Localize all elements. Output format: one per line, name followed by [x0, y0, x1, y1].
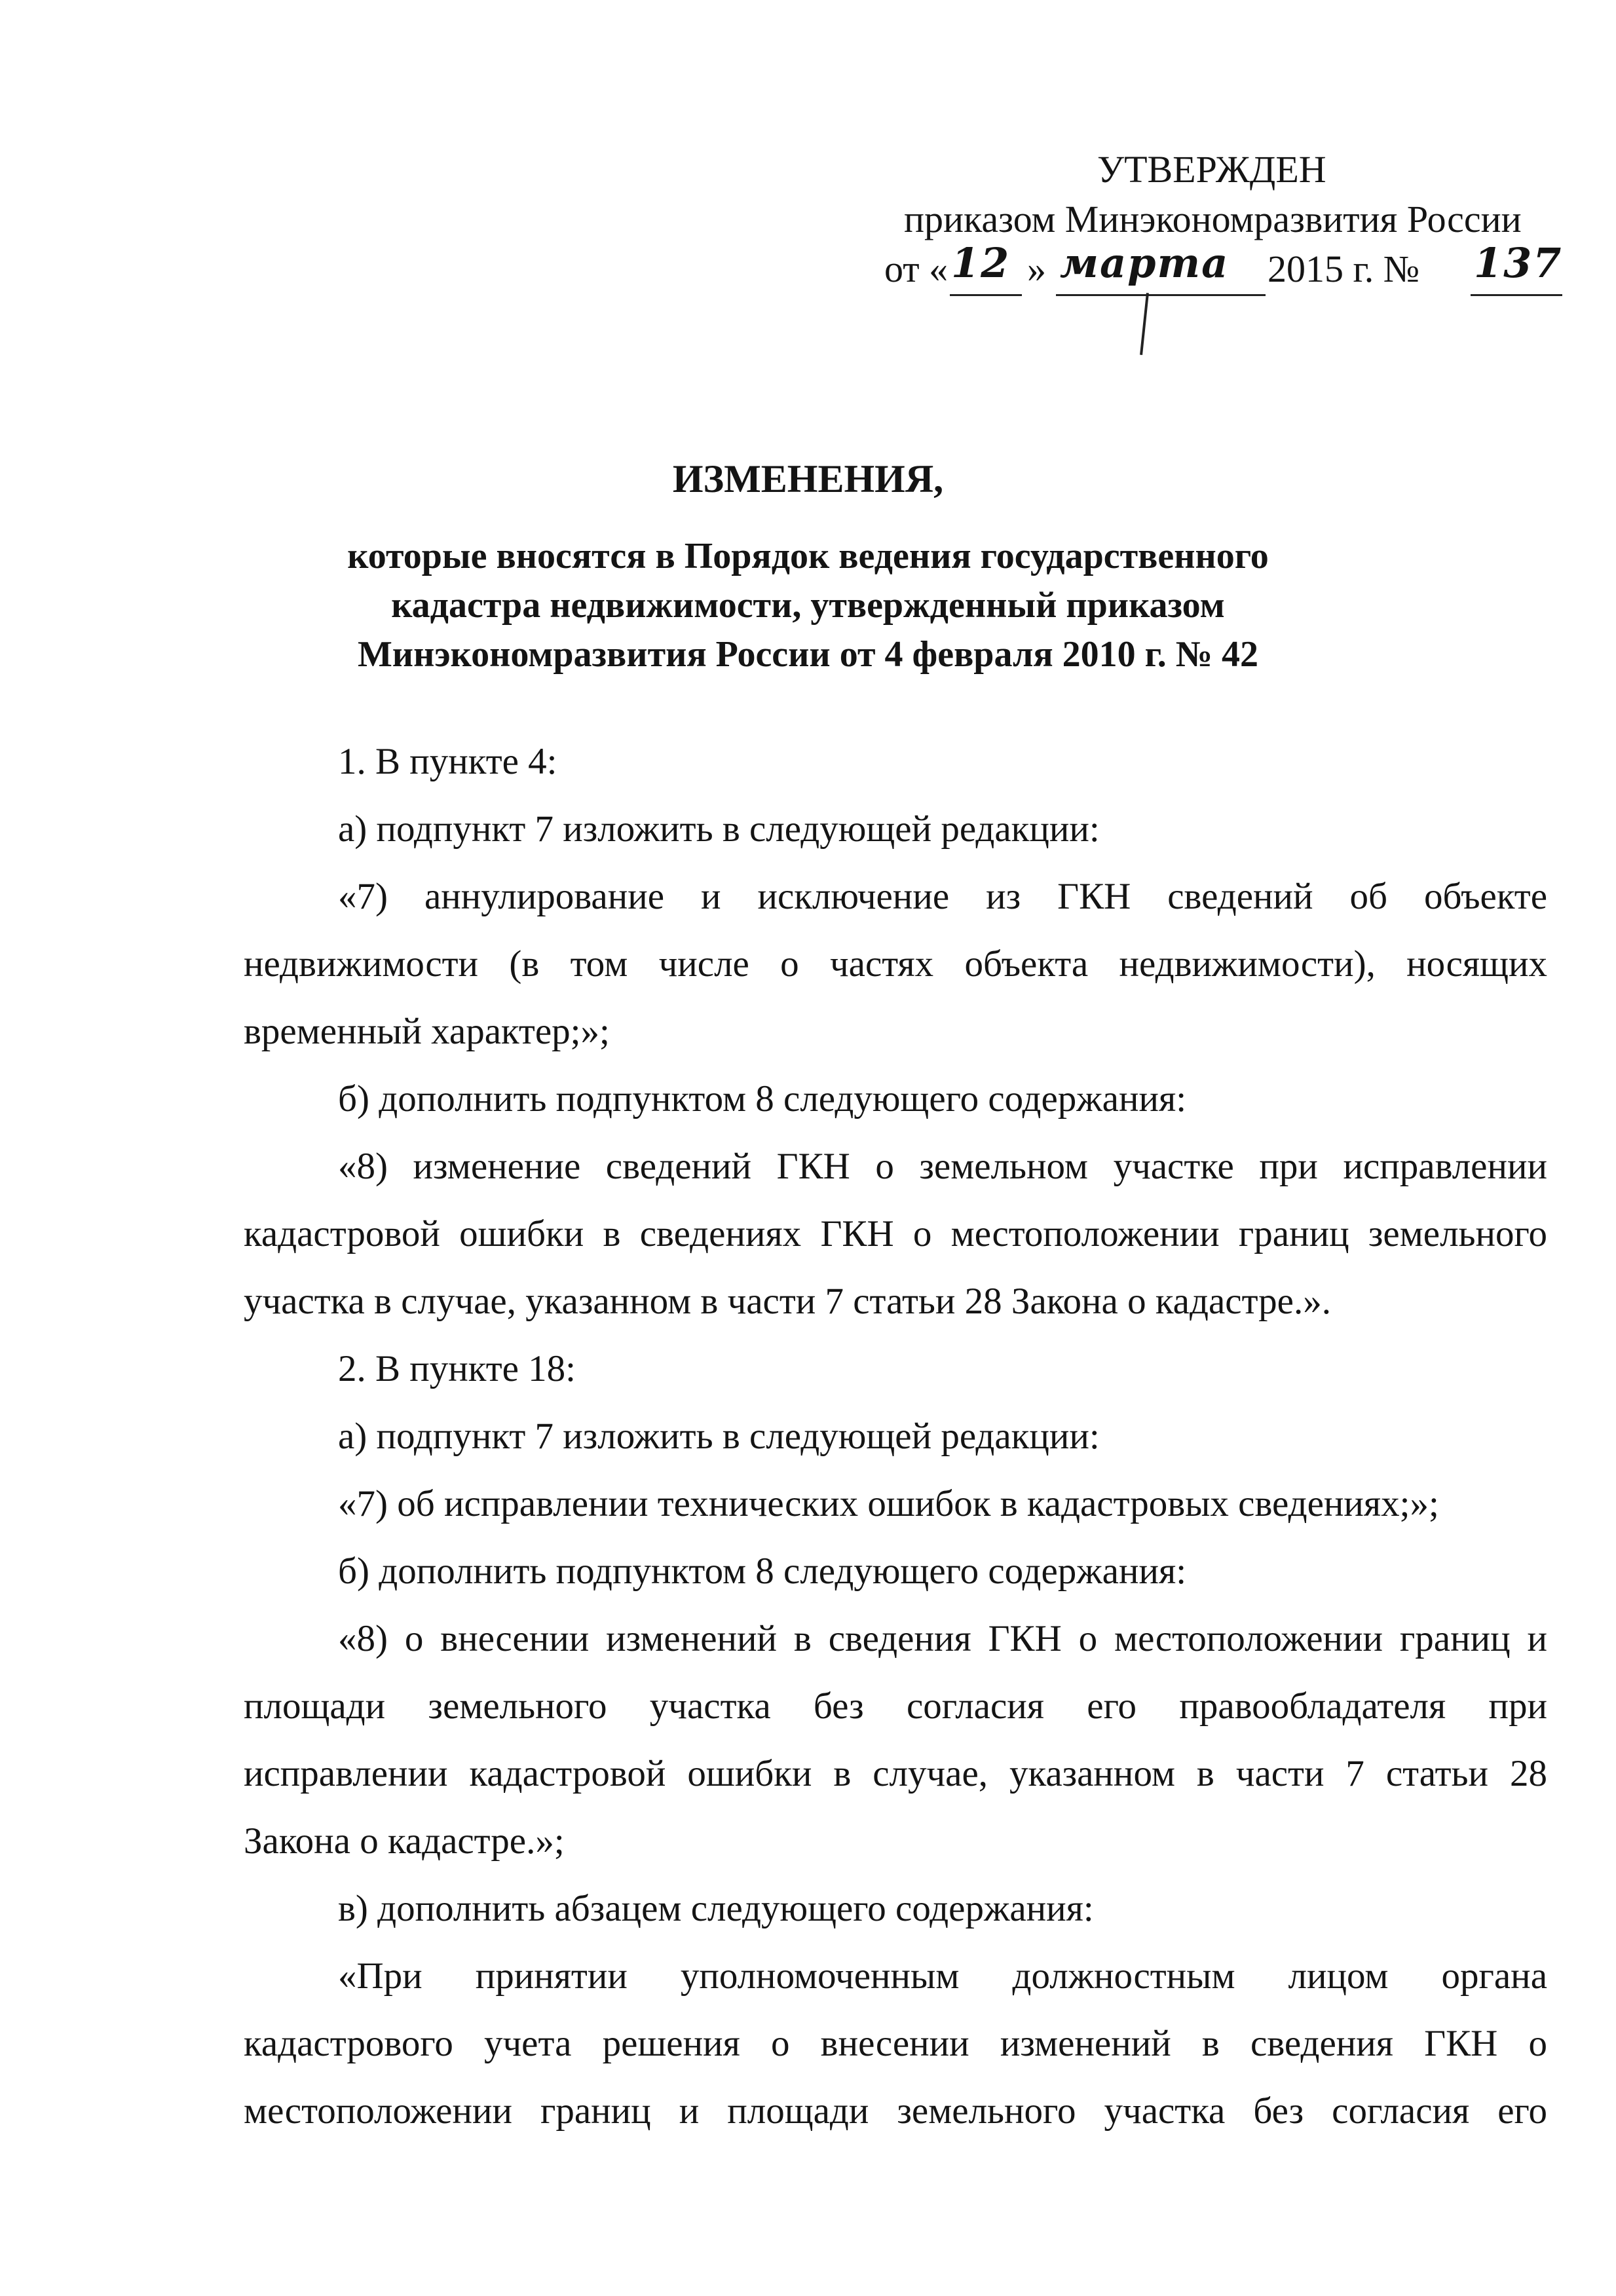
quoted-text-line: кадастрового учета решения о внесении изменений в сведения ГКН о [244, 2023, 1547, 2064]
subtitle-line: Минэкономразвития России от 4 февраля 2010 г. № 42 [357, 634, 1259, 675]
number-underline [1471, 294, 1562, 296]
subtitle-line: кадастра недвижимости, утвержденный приказом [391, 585, 1225, 626]
subitem-line: б) дополнить подпунктом 8 следующего содержания: [338, 1078, 1187, 1120]
handwritten-day: 12 [951, 239, 1011, 287]
approved-label: УТВЕРЖДЕН [1097, 148, 1326, 191]
subitem-line: а) подпункт 7 изложить в следующей редакции: [338, 808, 1100, 850]
quoted-text-line: участка в случае, указанном в части 7 статьи 28 Закона о кадастре.». [244, 1281, 1331, 1322]
subitem-line: а) подпункт 7 изложить в следующей редакции: [338, 1416, 1100, 1457]
document-title: ИЗМЕНЕНИЯ, [672, 457, 944, 500]
year-and-number-label: 2015 г. № [1268, 248, 1420, 290]
approved-by-order: приказом Минэкономразвития России [904, 198, 1522, 240]
quoted-text-line: кадастровой ошибки в сведениях ГКН о местоположении границ земельного [244, 1213, 1547, 1254]
quoted-text-line: площади земельного участка без согласия его правообладателя при [244, 1685, 1547, 1727]
handwritten-month: марта [1060, 239, 1230, 287]
quoted-text-line: местоположении границ и площади земельного участка без согласия его [244, 2090, 1547, 2132]
item-2-heading: 2. В пункте 18: [338, 1348, 576, 1389]
month-underline [1056, 294, 1266, 296]
quoted-text-line: «7) аннулирование и исключение из ГКН сведений об объекте [338, 876, 1547, 917]
quoted-text-line: «8) о внесении изменений в сведения ГКН о местоположении границ и [338, 1618, 1547, 1659]
quoted-text-line: исправлении кадастровой ошибки в случае, указанном в части 7 статьи 28 [244, 1753, 1547, 1794]
quoted-text-line: «При принятии уполномоченным должностным лицом органа [338, 1955, 1547, 1997]
date-prefix: от « [884, 248, 949, 290]
quoted-text-line: «8) изменение сведений ГКН о земельном участке при исправлении [338, 1146, 1547, 1187]
date-quote-close: » [1027, 248, 1046, 290]
signature-stroke [1140, 293, 1149, 355]
subtitle-line: которые вносятся в Порядок ведения государственного [347, 536, 1269, 576]
handwritten-order-number: 137 [1474, 239, 1563, 287]
document-subtitle [0, 532, 1616, 679]
quoted-text-line: Закона о кадастре.»; [244, 1820, 565, 1862]
day-underline [950, 294, 1022, 296]
subitem-line: б) дополнить подпунктом 8 следующего содержания: [338, 1551, 1187, 1592]
quoted-text-line: недвижимости (в том числе о частях объекта недвижимости), носящих [244, 943, 1547, 985]
quoted-text-line: временный характер;»; [244, 1011, 610, 1052]
quoted-text-line: «7) об исправлении технических ошибок в кадастровых сведениях;»; [338, 1483, 1439, 1524]
item-1-heading: 1. В пункте 4: [338, 741, 557, 782]
subitem-line: в) дополнить абзацем следующего содержания: [338, 1888, 1094, 1929]
